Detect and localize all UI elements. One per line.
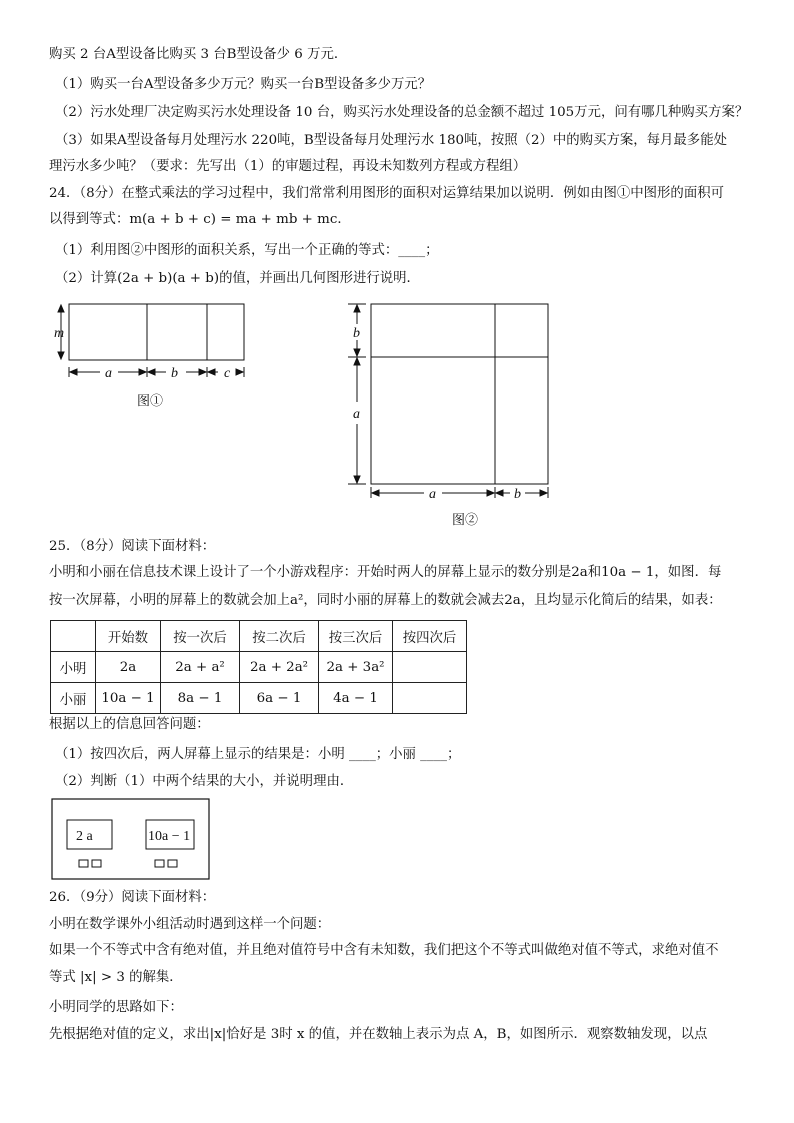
text-line-5: 理污水多少吨？（要求：先写出（1）的审题过程，再设未知数列方程或方程组） (49, 159, 527, 174)
table-cell: 10a − 1 (96, 683, 161, 714)
text-line-11: 小明和小丽在信息技术课上设计了一个小游戏程序：开始时两人的屏幕上显示的数分别是2a和10a − 1，如图．每 (49, 565, 722, 580)
text-line-10: 25．（8分）阅读下面材料： (49, 539, 216, 554)
button-icon (168, 860, 177, 867)
text-line-20: 小明同学的思路如下： (49, 1000, 183, 1015)
text-line-15: （2）判断（1）中两个结果的大小，并说明理由． (55, 774, 354, 789)
text-line-18: 如果一个不等式中含有绝对值，并且绝对值符号中含有未知数，我们把这个不等式叫做绝对值不等式，求绝对值不 (49, 943, 719, 958)
table-cell: 4a − 1 (319, 683, 393, 714)
table-cell: 小丽 (51, 683, 96, 714)
table-header-cell: 开始数 (96, 621, 161, 652)
text-line-6: 24．（8分）在整式乘法的学习过程中，我们常常利用图形的面积对运算结果加以说明．例如由图①中图形的面积可 (49, 186, 724, 201)
text-line-17: 小明在数学课外小组活动时遇到这样一个问题： (49, 917, 331, 932)
text-line-7: 以得到等式：m(a + b + c) = ma + mb + mc． (49, 212, 351, 227)
fig2-caption: 图② (452, 513, 479, 528)
table-cell: 2a + 2a² (240, 652, 319, 683)
text-line-19: 等式 |x| > 3 的解集． (49, 970, 183, 985)
fig1-label-a: a (105, 366, 112, 381)
table-cell: 8a − 1 (161, 683, 240, 714)
button-icon (79, 860, 88, 867)
fig1-label-c: c (224, 366, 231, 381)
table-cell: 2a (96, 652, 161, 683)
fig1-label-m: m (54, 326, 65, 341)
text-line-9: （2）计算(2a + b)(a + b)的值，并画出几何图形进行说明． (55, 271, 420, 286)
text-line-3: （2）污水处理厂决定购买污水处理设备 10 台，购买污水处理设备的总金额不超过 105万元，问有哪几种购买方案？ (55, 105, 749, 120)
text-line-16: 26．（9分）阅读下面材料： (49, 890, 216, 905)
table-header-cell: 按二次后 (240, 621, 319, 652)
text-line-2: （1）购买一台A型设备多少万元？购买一台B型设备多少万元？ (55, 77, 432, 92)
text-line-12: 按一次屏幕，小明的屏幕上的数就会加上a²，同时小丽的屏幕上的数就会减去2a，且均显示化简后的结果，如表： (49, 593, 722, 608)
screen-left-value: 2 a (76, 829, 93, 844)
fig2-label-a-left: a (353, 407, 360, 422)
table-cell: 小明 (51, 652, 96, 683)
screen-right-value: 10a − 1 (148, 829, 191, 844)
button-icon (92, 860, 101, 867)
fig2-label-b-left: b (353, 326, 360, 341)
table-cell: 6a − 1 (240, 683, 319, 714)
fig1-caption: 图① (137, 394, 164, 409)
text-line-1: 购买 2 台A型设备比购买 3 台B型设备少 6 万元． (49, 47, 348, 62)
table-cell: 2a + a² (161, 652, 240, 683)
fig2-label-a-bottom: a (429, 487, 436, 502)
table-header-cell: 按一次后 (161, 621, 240, 652)
table-header-cell: 按四次后 (393, 621, 467, 652)
table-header-cell: 按三次后 (319, 621, 393, 652)
text-line-13: 根据以上的信息回答问题： (49, 717, 210, 732)
fig2-label-b-bottom: b (514, 487, 521, 502)
text-line-8: （1）利用图②中图形的面积关系，写出一个正确的等式：____； (55, 243, 439, 258)
text-line-14: （1）按四次后，两人屏幕上显示的结果是：小明 ____；小丽 ____； (55, 747, 461, 762)
button-icon (155, 860, 164, 867)
fig1-label-b: b (171, 366, 178, 381)
text-line-4: （3）如果A型设备每月处理污水 220吨，B型设备每月处理污水 180吨，按照（2）中的购买方案，每月最多能处 (55, 133, 727, 148)
text-line-21: 先根据绝对值的定义，求出|x|恰好是 3时 x 的值，并在数轴上表示为点 A，B，如图所示．观察数轴发现，以点 (49, 1027, 708, 1042)
table-cell: 2a + 3a² (319, 652, 393, 683)
